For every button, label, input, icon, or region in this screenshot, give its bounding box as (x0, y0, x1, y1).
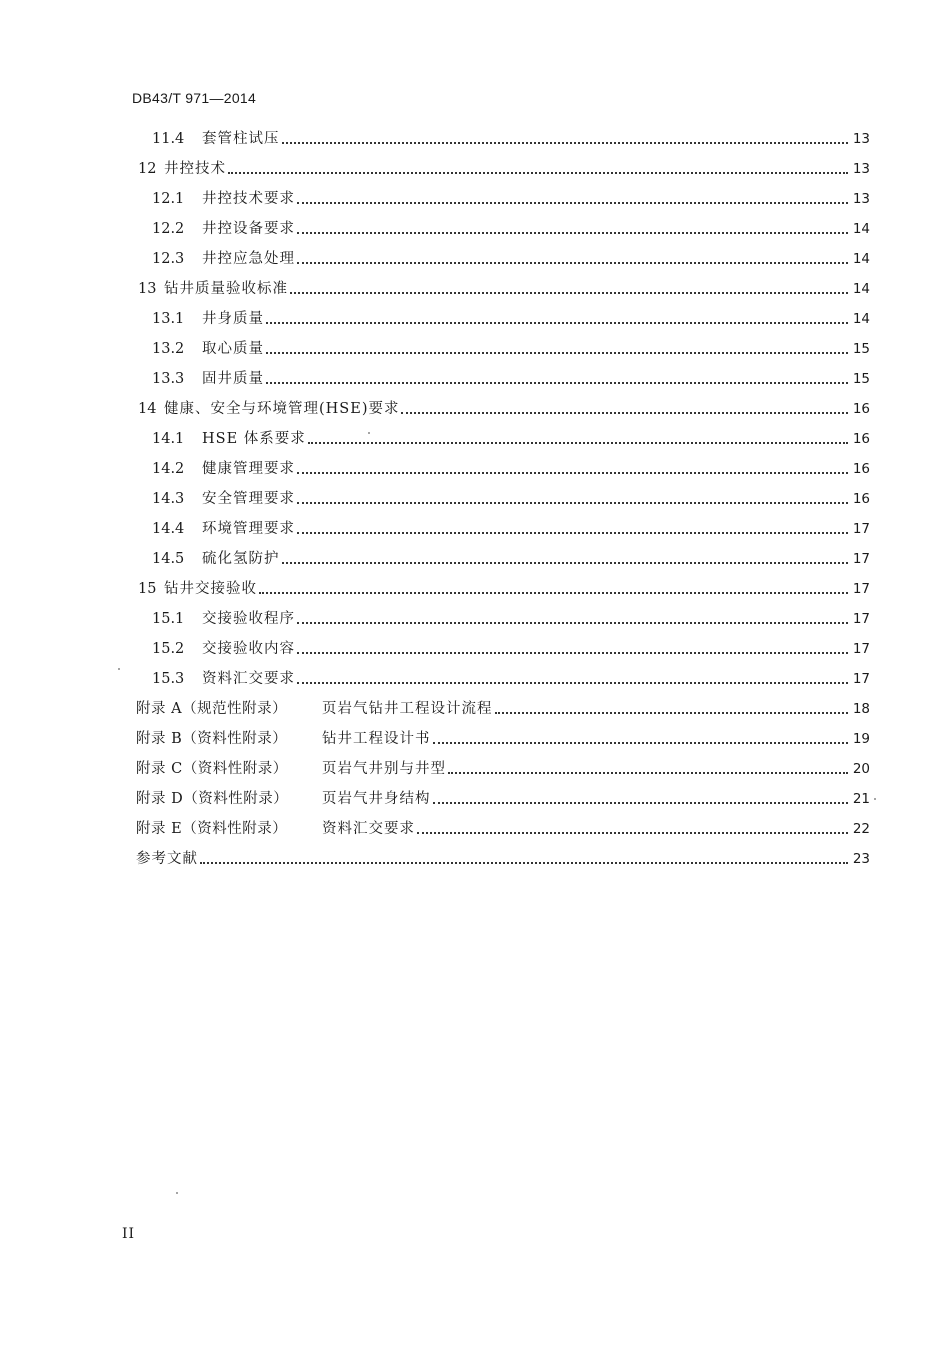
toc-entry[interactable] (152, 638, 870, 660)
toc-entry-page: 17 (852, 641, 870, 657)
toc-entry-title: 井控技术 (164, 161, 226, 177)
dot-leader (266, 338, 848, 360)
appendix-page: 18 (852, 701, 870, 717)
dot-leader (308, 428, 848, 450)
toc-entry[interactable] (152, 428, 870, 450)
toc-appendix-entry[interactable] (136, 758, 870, 780)
toc-entry-title: 套管柱试压 (202, 131, 280, 147)
toc-entry-title: 井控应急处理 (202, 251, 295, 267)
toc-entry[interactable] (152, 188, 870, 210)
appendix-label: 附录 C（资料性附录） (136, 761, 288, 777)
toc-entry-number: 13.3 (152, 371, 185, 387)
dot-leader (297, 218, 848, 240)
toc-entry-number: 14 (138, 401, 157, 417)
toc-entry[interactable] (152, 518, 870, 540)
toc-entry[interactable] (138, 158, 870, 180)
toc-entry[interactable] (152, 308, 870, 330)
dot-leader (297, 488, 848, 510)
toc-entry[interactable] (152, 608, 870, 630)
toc-entry-number: 12.3 (152, 251, 185, 267)
dot-leader (282, 548, 849, 570)
appendix-label: 附录 E（资料性附录） (136, 821, 288, 837)
toc-entry-page: 16 (852, 461, 870, 477)
scan-speck (874, 798, 876, 800)
appendix-page: 19 (852, 731, 870, 747)
toc-appendix-entry[interactable] (136, 818, 870, 840)
appendix-title: 页岩气井别与井型 (322, 761, 446, 777)
toc-entry-title: 交接验收程序 (202, 611, 295, 627)
toc-entry-number: 15.2 (152, 641, 185, 657)
toc-entry-number: 12 (138, 161, 157, 177)
dot-leader (433, 728, 849, 750)
scan-speck (368, 432, 370, 434)
toc-entry-number: 15.3 (152, 671, 185, 687)
references-page: 23 (852, 851, 870, 867)
dot-leader (297, 248, 848, 270)
toc-entry-page: 14 (852, 281, 870, 297)
dot-leader (417, 818, 848, 840)
dot-leader (228, 158, 848, 180)
appendix-page: 22 (852, 821, 870, 837)
dot-leader (433, 788, 849, 810)
toc-entry-number: 13.1 (152, 311, 185, 327)
dot-leader (297, 188, 848, 210)
toc-entry-page: 13 (852, 161, 870, 177)
page-number: II (122, 1226, 136, 1242)
toc-entry[interactable] (152, 368, 870, 390)
dot-leader (448, 758, 848, 780)
references-title: 参考文献 (136, 851, 198, 867)
toc-entry-page: 16 (852, 491, 870, 507)
toc-entry-number: 14.1 (152, 431, 185, 447)
toc-entry-page: 14 (852, 251, 870, 267)
dot-leader (200, 848, 848, 870)
toc-entry-page: 17 (852, 581, 870, 597)
toc-entry-number: 14.2 (152, 461, 185, 477)
toc-entry-page: 15 (852, 371, 870, 387)
appendix-label: 附录 B（资料性附录） (136, 731, 288, 747)
toc-entry[interactable] (152, 668, 870, 690)
dot-leader (401, 398, 848, 420)
toc-entry[interactable] (138, 578, 870, 600)
dot-leader (495, 698, 849, 720)
toc-entry[interactable] (152, 218, 870, 240)
toc-entry[interactable] (152, 488, 870, 510)
toc-entry-title: 硫化氢防护 (202, 551, 280, 567)
toc-entry-title: 取心质量 (202, 341, 264, 357)
toc-entry-page: 14 (852, 311, 870, 327)
dot-leader (266, 308, 848, 330)
toc-entry-number: 12.2 (152, 221, 185, 237)
toc-entry-title: 健康、安全与环境管理(HSE)要求 (164, 401, 400, 417)
toc-entry-page: 16 (852, 431, 870, 447)
toc-entry-title: 健康管理要求 (202, 461, 295, 477)
toc-appendix-entry[interactable] (136, 698, 870, 720)
appendix-label: 附录 D（资料性附录） (136, 791, 289, 807)
toc-entry-title: 钻井交接验收 (164, 581, 257, 597)
toc-entry-number: 14.4 (152, 521, 185, 537)
toc-entry-page: 13 (852, 131, 870, 147)
toc-entry-number: 14.3 (152, 491, 185, 507)
toc-entry-title: 资料汇交要求 (202, 671, 295, 687)
toc-entry[interactable] (152, 458, 870, 480)
toc-entry[interactable] (152, 248, 870, 270)
toc-entry-number: 12.1 (152, 191, 185, 207)
toc-entry-page: 17 (852, 551, 870, 567)
dot-leader (282, 128, 849, 150)
toc-entry-page: 17 (852, 521, 870, 537)
toc-entry-title: HSE 体系要求 (202, 431, 306, 447)
toc-entry-number: 15 (138, 581, 157, 597)
toc-entry[interactable] (152, 338, 870, 360)
toc-entry-title: 交接验收内容 (202, 641, 295, 657)
appendix-label: 附录 A（规范性附录） (136, 701, 288, 717)
dot-leader (297, 458, 848, 480)
toc-entry-number: 14.5 (152, 551, 185, 567)
toc-entry[interactable] (138, 398, 870, 420)
toc-entry-title: 井控设备要求 (202, 221, 295, 237)
toc-entry-page: 15 (852, 341, 870, 357)
appendix-title: 页岩气钻井工程设计流程 (322, 701, 493, 717)
dot-leader (266, 368, 848, 390)
toc-entry-page: 14 (852, 221, 870, 237)
dot-leader (290, 278, 848, 300)
toc-entry-title: 井身质量 (202, 311, 264, 327)
toc-entry-page: 13 (852, 191, 870, 207)
dot-leader (297, 668, 848, 690)
toc-entry-title: 环境管理要求 (202, 521, 295, 537)
scan-speck (118, 668, 120, 670)
toc-entry-number: 15.1 (152, 611, 185, 627)
toc-entry[interactable] (152, 128, 870, 150)
toc-entry-title: 安全管理要求 (202, 491, 295, 507)
dot-leader (297, 518, 848, 540)
toc-entry[interactable] (152, 548, 870, 570)
toc-entry-title: 钻井质量验收标准 (164, 281, 288, 297)
appendix-title: 资料汇交要求 (322, 821, 415, 837)
toc-entry-page: 16 (852, 401, 870, 417)
dot-leader (297, 608, 848, 630)
toc-entry-page: 17 (852, 671, 870, 687)
scan-speck (176, 1192, 178, 1194)
toc-entry-number: 13 (138, 281, 157, 297)
toc-entry-title: 固井质量 (202, 371, 264, 387)
appendix-page: 20 (852, 761, 870, 777)
toc-entry-page: 17 (852, 611, 870, 627)
appendix-title: 页岩气井身结构 (322, 791, 431, 807)
toc-appendix-entry[interactable] (136, 728, 870, 750)
appendix-page: 21 (852, 791, 870, 807)
toc-entry-title: 井控技术要求 (202, 191, 295, 207)
toc-entry-number: 13.2 (152, 341, 185, 357)
document-code: DB43/T 971—2014 (132, 90, 257, 106)
toc-entry-number: 11.4 (152, 131, 185, 147)
dot-leader (259, 578, 848, 600)
toc-references-entry[interactable] (136, 848, 870, 870)
toc-appendix-entry[interactable] (136, 788, 870, 810)
toc-entry[interactable] (138, 278, 870, 300)
dot-leader (297, 638, 848, 660)
appendix-title: 钻井工程设计书 (322, 731, 431, 747)
